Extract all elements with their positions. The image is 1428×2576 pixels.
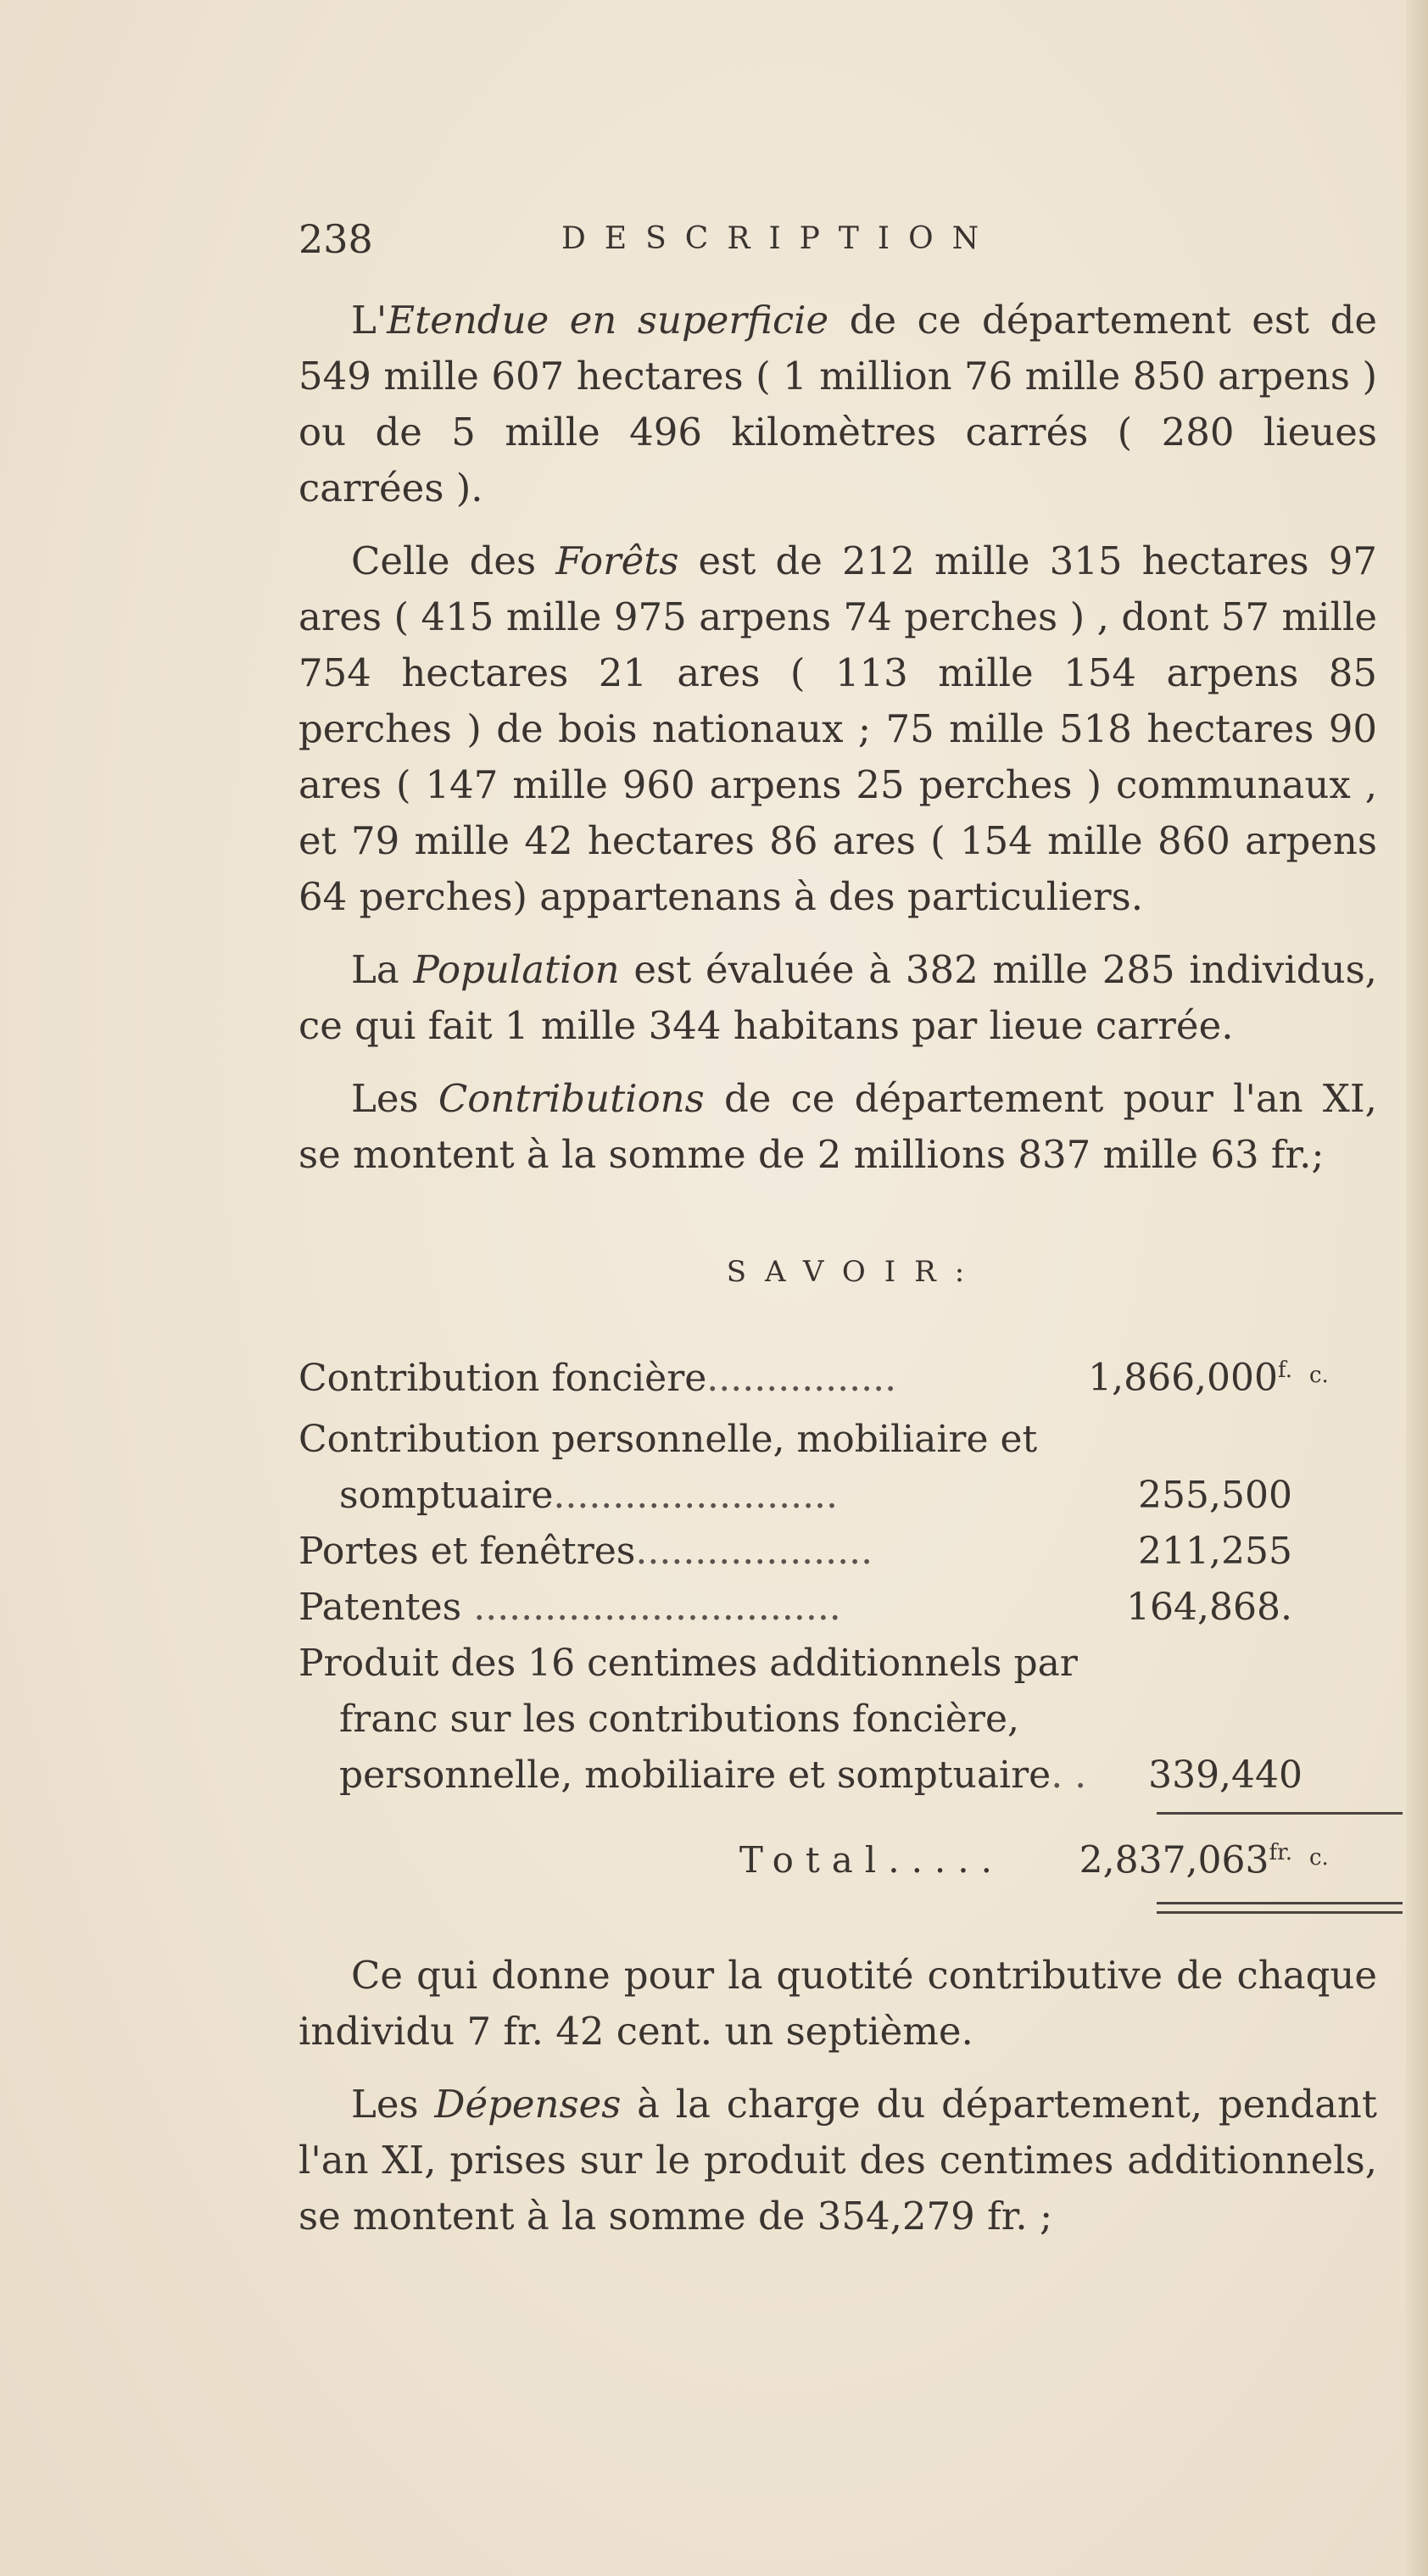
p2-pre: Celle des (351, 538, 556, 583)
unit-centimes: c. (1309, 1363, 1329, 1388)
term-population: Population (413, 947, 620, 992)
ledger-row (298, 1748, 1377, 1804)
leader-dots: ........................ (553, 1473, 839, 1517)
ledger-row (298, 1636, 1377, 1692)
paragraph-quotite: Ce qui donne pour la quotité contributive de chaque individu 7 fr. 42 cent. un septième. (298, 1953, 1377, 2055)
ledger-label: Portes et fenêtres (298, 1529, 636, 1573)
ledger-label: Contribution foncière (298, 1356, 707, 1400)
paragraph-forets (298, 533, 1377, 925)
p1-pre: L' (351, 298, 388, 343)
ledger-label: Produit des 16 centimes additionnels par (298, 1641, 1078, 1685)
ledger-unit (1309, 1347, 1377, 1412)
p3-pre: La (351, 947, 414, 992)
term-depenses: Dépenses (434, 2082, 622, 2127)
contributions-ledger (298, 1342, 1377, 1914)
ledger-label: Patentes (298, 1585, 462, 1629)
page-edge (1406, 0, 1428, 2576)
paragraph-population (298, 942, 1377, 1054)
term-contributions: Contributions (438, 1076, 705, 1121)
unit-francs: f. (1278, 1358, 1292, 1383)
ledger-row (298, 1468, 1377, 1524)
total-unit-centimes: c. (1309, 1844, 1329, 1871)
paragraph-etendue (298, 293, 1377, 516)
total-double-rule (1157, 1902, 1403, 1914)
leader-dots: . . (1051, 1753, 1087, 1797)
running-head: DESCRIPTION (561, 221, 998, 256)
p2-text: est de 212 mille 315 hectares 97 ares ( 415 mille 975 arpens 74 perches ) , dont 57 mille 754 hectares 21 ares ( 113 mille 154 arpens 85 perches ) de bois nationaux ; 75 mille 518 hectares 90 ares ( 147 mille 960 arpens 25 perches ) communaux , et 79 mille 42 hectares 86 ares ( 154 mille 860 arpens 64 perches) appartenans à des particuliers. (298, 538, 1377, 919)
ledger-row (298, 1580, 1377, 1636)
p3-text: est évaluée à 382 mille 285 individus, ce qui fait 1 mille 344 habitans par lieue carrée. (298, 947, 1377, 1048)
p4-text: de ce département pour l'an XI, se montent à la somme de 2 millions 837 mille 63 fr.; (298, 1076, 1377, 1177)
page-number: 238 (298, 216, 373, 262)
term-etendue: Etendue en superficie (387, 298, 829, 343)
total-amount (1038, 1825, 1309, 1889)
ledger-row (298, 1412, 1377, 1468)
text-block (298, 293, 1377, 2261)
total-row (298, 1825, 1377, 1894)
ledger-label: personnelle, mobiliaire et somptuaire (339, 1753, 1051, 1797)
total-value: 2,837,063 (1079, 1838, 1269, 1882)
ledger-label: somptuaire (339, 1473, 554, 1517)
ledger-amount: 211,255 (1138, 1529, 1292, 1573)
p1-text: de ce département est de 549 mille 607 hectares ( 1 million 76 mille 850 arpens ) ou de 5 mille 496 kilomètres carrés ( 280 lieues carrées ). (298, 298, 1377, 510)
leader-dots: ............................... (461, 1585, 841, 1629)
sum-rule (1157, 1812, 1403, 1815)
leader-dots: .................... (635, 1529, 873, 1573)
ledger-amount (1038, 1342, 1309, 1407)
p4-pre: Les (351, 1076, 438, 1121)
leader-dots: ................ (706, 1356, 897, 1400)
total-label: Total..... (739, 1839, 1004, 1882)
page-header (298, 216, 1146, 276)
paragraph-depenses (298, 2077, 1377, 2244)
ledger-row (298, 1692, 1377, 1748)
ledger-label: Contribution personnelle, mobiliaire et (298, 1417, 1038, 1461)
total-unit-francs: fr. (1269, 1839, 1292, 1865)
ledger-label: franc sur les contributions foncière, (339, 1697, 1019, 1741)
ledger-row (298, 1342, 1377, 1412)
ledger-row (298, 1524, 1377, 1580)
term-forets: Forêts (555, 538, 679, 583)
amount-value: 1,866,000 (1088, 1356, 1279, 1400)
p6-pre: Les (351, 2082, 435, 2127)
ledger-amount: 164,868. (1126, 1585, 1292, 1629)
paragraph-contributions (298, 1071, 1377, 1183)
p6-text: à la charge du département, pendant l'an XI, prises sur le produit des centimes additionnels, se montent à la somme de 354,279 fr. ; (298, 2082, 1377, 2239)
ledger-amount: 255,500 (1138, 1473, 1292, 1517)
ledger-unit (1309, 1830, 1377, 1894)
ledger-amount: 339,440 (1148, 1753, 1303, 1797)
savoir-heading: SAVOIR: (726, 1255, 984, 1289)
